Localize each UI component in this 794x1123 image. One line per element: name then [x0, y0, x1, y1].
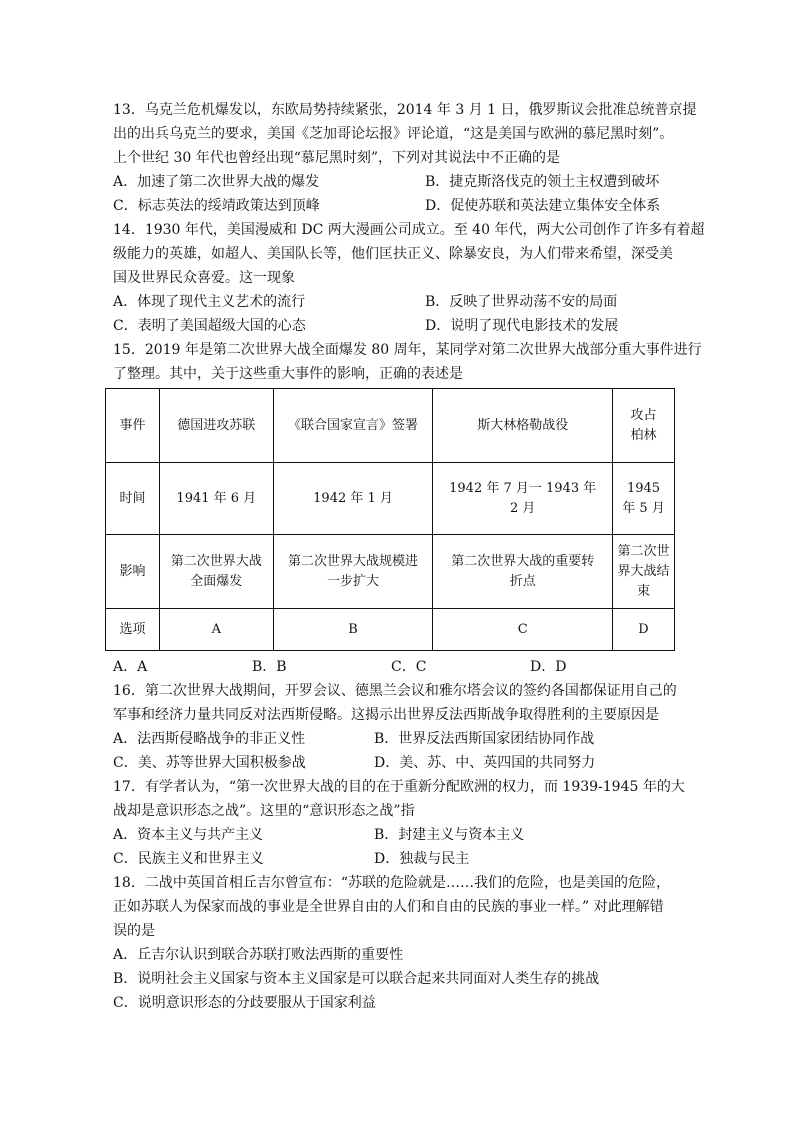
- question-18-option-a: A．丘吉尔认识到联合苏联打败法西斯的重要性: [113, 947, 404, 963]
- row-label-time: 时间: [106, 463, 160, 535]
- question-16-option-d: D．美、苏、中、英四国的共同努力: [374, 755, 596, 771]
- question-15-stem-line-2: 了整理。其中，关于这些重大事件的影响，正确的表述是: [113, 366, 463, 382]
- question-17-stem-line-1: 17．有学者认为，“第一次世界大战的目的在于重新分配欧洲的权力，而 1939-1945 年的大: [113, 779, 685, 795]
- row-label-impact: 影响: [106, 535, 160, 609]
- impact-cell-a: 第二次世界大战全面爆发: [159, 535, 273, 609]
- question-16-option-a: A．法西斯侵略战争的非正义性: [113, 731, 306, 747]
- question-18-stem-line-3: 误的是: [113, 923, 155, 939]
- question-16: [113, 679, 683, 775]
- question-14-stem-line-1: 14．1930 年代，美国漫威和 DC 两大漫画公司成立。至 40 年代，两大公司创作了许多有着超: [113, 222, 705, 238]
- question-18: [113, 871, 683, 1015]
- question-15-option-a: A．A: [113, 659, 148, 675]
- question-18-option-c: C．说明意识形态的分歧要服从于国家利益: [113, 995, 376, 1011]
- question-15-stem-line-1: 15．2019 年是第二次世界大战全面爆发 80 周年，某同学对第二次世界大战部分重大事件进行: [113, 342, 702, 358]
- question-13: [113, 98, 697, 218]
- question-18-stem-line-1: 18．二战中英国首相丘吉尔曾宣布：“苏联的危险就是……我们的危险，也是美国的危险，: [113, 875, 670, 891]
- question-16-option-b: B．世界反法西斯国家团结协同作战: [374, 731, 595, 747]
- question-17-stem-line-2: 战却是意识形态之战”。这里的“意识形态之战”指: [113, 803, 415, 819]
- row-label-event: 事件: [106, 389, 160, 463]
- time-cell-d: 1945 年 5 月: [613, 463, 675, 535]
- table-row-events: [106, 389, 675, 463]
- question-17-option-a: A．资本主义与共产主义: [113, 827, 264, 843]
- question-17-option-b: B．封建主义与资本主义: [374, 827, 525, 843]
- question-14-option-a: A．体现了现代主义艺术的流行: [113, 294, 306, 310]
- question-16-option-c: C．美、苏等世界大国积极参战: [113, 755, 306, 771]
- impact-cell-b: 第二次世界大战规模进一步扩大: [273, 535, 433, 609]
- question-13-option-d: D．促使苏联和英法建立集体安全体系: [425, 198, 661, 214]
- question-15-option-c: C．C: [391, 659, 427, 675]
- event-cell-a: 德国进攻苏联: [159, 389, 273, 463]
- question-14-option-d: D．说明了现代电影技术的发展: [425, 318, 619, 334]
- question-14-option-b: B．反映了世界动荡不安的局面: [425, 294, 618, 310]
- choice-cell-c: C: [433, 609, 613, 651]
- time-cell-a: 1941 年 6 月: [159, 463, 273, 535]
- question-17: [113, 775, 683, 871]
- question-15: [113, 338, 702, 679]
- choice-cell-a: A: [159, 609, 273, 651]
- question-17-option-c: C．民族主义和世界主义: [113, 851, 264, 867]
- question-13-option-b: B．捷克斯洛伐克的领土主权遭到破坏: [425, 174, 660, 190]
- event-cell-b: 《联合国家宣言》签署: [273, 389, 433, 463]
- question-18-option-b: B．说明社会主义国家与资本主义国家是可以联合起来共同面对人类生存的挑战: [113, 971, 600, 987]
- exam-page: [113, 98, 705, 1015]
- question-17-option-d: D．独裁与民主: [374, 851, 470, 867]
- table-row-impacts: [106, 535, 675, 609]
- impact-cell-c: 第二次世界大战的重要转折点: [433, 535, 613, 609]
- impact-cell-d: 第二次世界大战结束: [613, 535, 675, 609]
- question-13-stem-line-3: 上个世纪 30 年代也曾经出现“慕尼黑时刻”，下列对其说法中不正确的是: [113, 150, 561, 166]
- question-14-stem-line-2: 级能力的英雄，如超人、美国队长等，他们匡扶正义、除暴安良，为人们带来希望，深受美: [113, 246, 673, 262]
- choice-cell-b: B: [273, 609, 433, 651]
- table-row-times: [106, 463, 675, 535]
- question-18-stem-line-2: 正如苏联人为保家而战的事业是全世界自由的人们和自由的民族的事业一样。” 对此理解错: [113, 899, 664, 915]
- event-cell-d: 攻占柏林: [613, 389, 675, 463]
- question-13-stem-line-1: 13．乌克兰危机爆发以，东欧局势持续紧张，2014 年 3 月 1 日，俄罗斯议会批准总统普京提: [113, 102, 697, 118]
- choice-cell-d: D: [613, 609, 675, 651]
- row-label-choice: 选项: [106, 609, 160, 651]
- time-cell-c: 1942 年 7 月一 1943 年 2 月: [433, 463, 613, 535]
- question-14: [113, 218, 705, 338]
- time-cell-b: 1942 年 1 月: [273, 463, 433, 535]
- question-13-option-c: C．标志英法的绥靖政策达到顶峰: [113, 198, 320, 214]
- events-table: [105, 388, 675, 651]
- question-15-option-d: D．D: [530, 659, 567, 675]
- question-14-stem-line-3: 国及世界民众喜爱。这一现象: [113, 270, 295, 286]
- question-16-stem-line-1: 16．第二次世界大战期间，开罗会议、德黑兰会议和雅尔塔会议的签约各国都保证用自己的: [113, 683, 677, 699]
- event-cell-c: 斯大林格勒战役: [433, 389, 613, 463]
- question-14-option-c: C．表明了美国超级大国的心态: [113, 318, 306, 334]
- table-row-choices: [106, 609, 675, 651]
- question-13-stem-line-2: 出的出兵乌克兰的要求，美国《芝加哥论坛报》评论道，“这是美国与欧洲的慕尼黑时刻”。: [113, 126, 674, 142]
- question-16-stem-line-2: 军事和经济力量共同反对法西斯侵略。这揭示出世界反法西斯战争取得胜利的主要原因是: [113, 707, 659, 723]
- question-15-option-b: B．B: [252, 659, 287, 675]
- question-13-option-a: A．加速了第二次世界大战的爆发: [113, 174, 320, 190]
